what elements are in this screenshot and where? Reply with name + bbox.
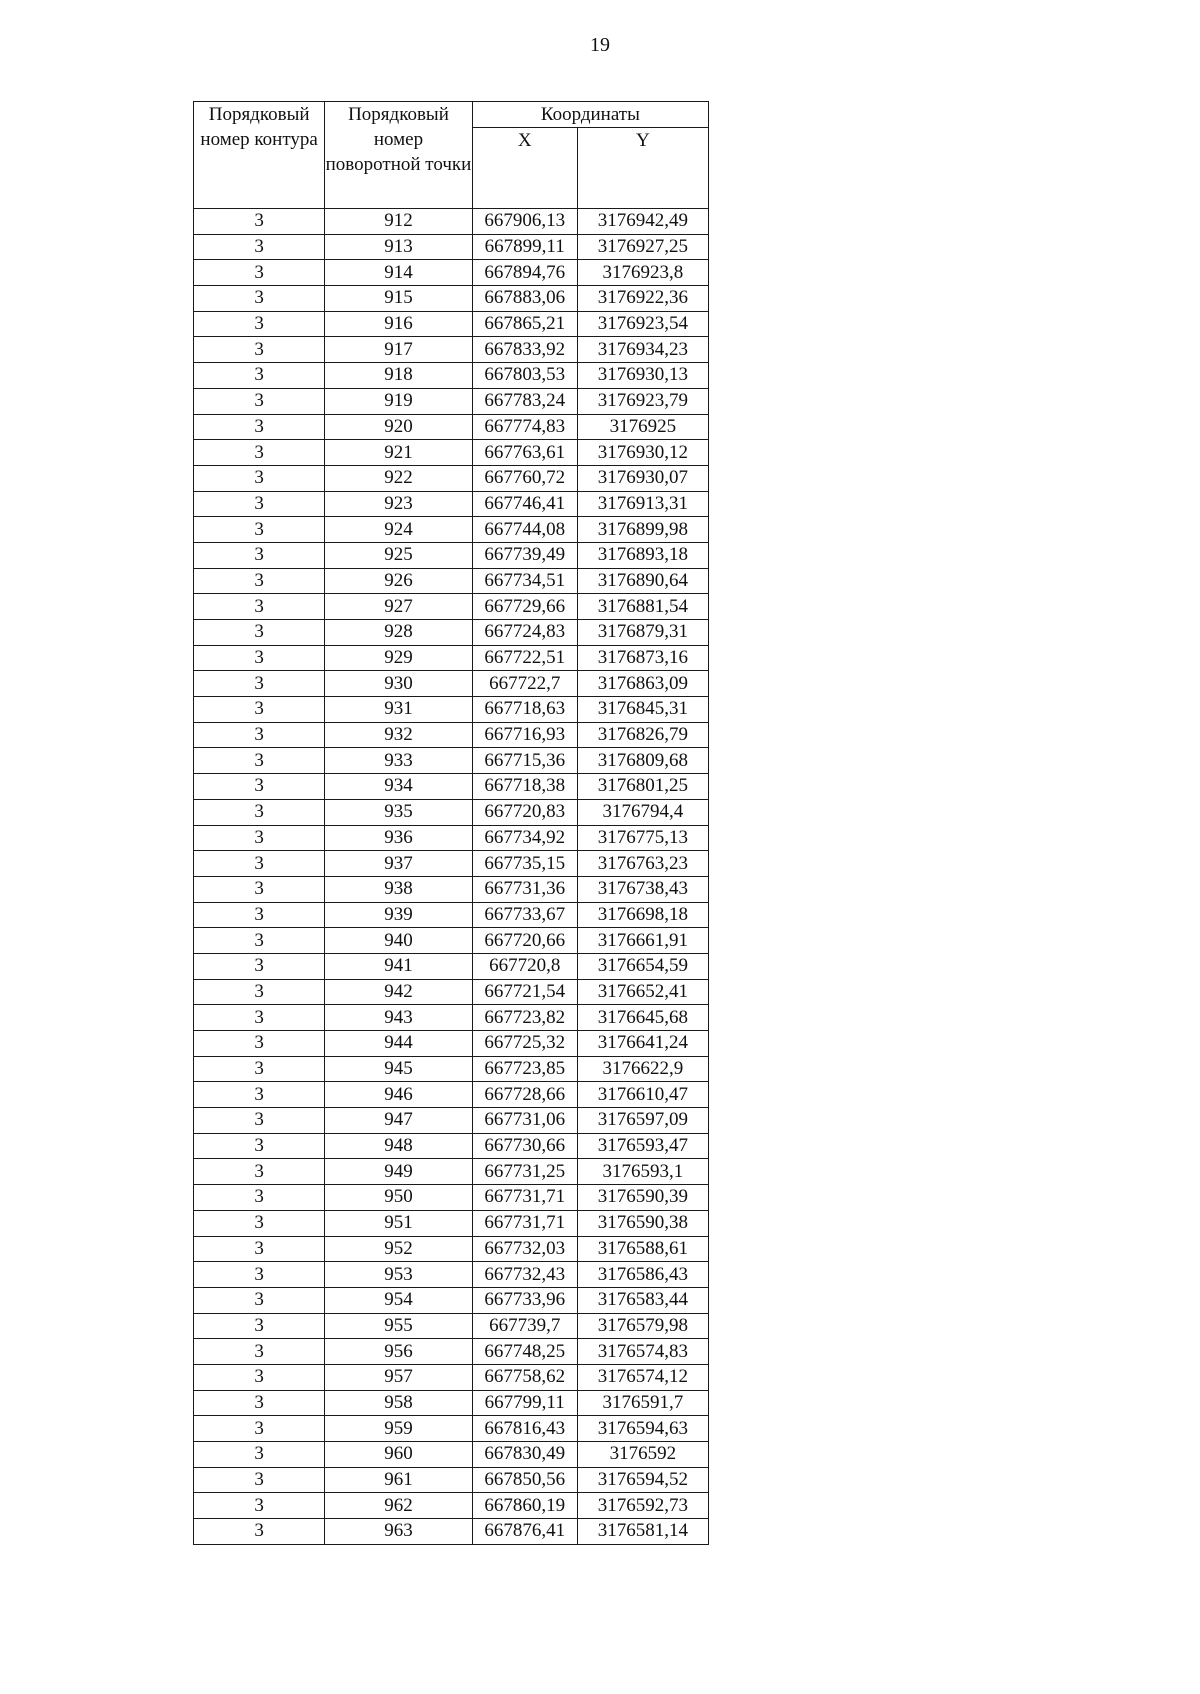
table-row [194, 1082, 709, 1108]
contour-number-cell: 3 [194, 517, 325, 543]
point-number-cell: 933 [325, 748, 472, 774]
page-number: 19 [590, 34, 610, 56]
x-coordinate-cell: 667718,38 [472, 774, 577, 800]
y-coordinate-cell: 3176923,79 [577, 388, 708, 414]
table-row [194, 337, 709, 363]
coordinates-table [193, 101, 709, 1545]
table-row [194, 902, 709, 928]
y-coordinate-cell: 3176738,43 [577, 876, 708, 902]
point-number-cell: 955 [325, 1313, 472, 1339]
contour-number-cell: 3 [194, 1185, 325, 1211]
contour-number-cell: 3 [194, 851, 325, 877]
x-coordinate-cell: 667716,93 [472, 722, 577, 748]
contour-number-cell: 3 [194, 722, 325, 748]
y-coordinate-cell: 3176590,38 [577, 1210, 708, 1236]
contour-number-cell: 3 [194, 1364, 325, 1390]
contour-number-cell: 3 [194, 234, 325, 260]
point-number-cell: 914 [325, 260, 472, 286]
point-number-cell: 954 [325, 1287, 472, 1313]
point-number-cell: 941 [325, 953, 472, 979]
contour-number-cell: 3 [194, 1390, 325, 1416]
point-number-cell: 927 [325, 594, 472, 620]
contour-number-cell: 3 [194, 491, 325, 517]
point-number-cell: 959 [325, 1416, 472, 1442]
table-row [194, 1287, 709, 1313]
x-coordinate-cell: 667734,51 [472, 568, 577, 594]
x-coordinate-cell: 667715,36 [472, 748, 577, 774]
contour-number-cell: 3 [194, 1467, 325, 1493]
contour-number-cell: 3 [194, 1031, 325, 1057]
table-row [194, 1031, 709, 1057]
x-coordinate-cell: 667850,56 [472, 1467, 577, 1493]
point-number-cell: 920 [325, 414, 472, 440]
y-coordinate-cell: 3176763,23 [577, 851, 708, 877]
y-coordinate-cell: 3176930,12 [577, 440, 708, 466]
table-row [194, 1467, 709, 1493]
contour-number-cell: 3 [194, 1287, 325, 1313]
y-coordinate-cell: 3176590,39 [577, 1185, 708, 1211]
y-coordinate-cell: 3176592 [577, 1442, 708, 1468]
point-number-cell: 963 [325, 1519, 472, 1545]
table-row [194, 671, 709, 697]
point-number-cell: 931 [325, 697, 472, 723]
table-row [194, 1056, 709, 1082]
contour-number-cell: 3 [194, 568, 325, 594]
table-row [194, 928, 709, 954]
point-number-cell: 916 [325, 311, 472, 337]
point-number-cell: 948 [325, 1133, 472, 1159]
x-coordinate-cell: 667830,49 [472, 1442, 577, 1468]
y-coordinate-cell: 3176610,47 [577, 1082, 708, 1108]
y-coordinate-cell: 3176826,79 [577, 722, 708, 748]
table-row [194, 1133, 709, 1159]
table-row [194, 851, 709, 877]
point-number-cell: 951 [325, 1210, 472, 1236]
table-row [194, 209, 709, 235]
contour-number-cell: 3 [194, 1133, 325, 1159]
table-row [194, 953, 709, 979]
contour-number-cell: 3 [194, 1442, 325, 1468]
contour-number-cell: 3 [194, 414, 325, 440]
y-coordinate-cell: 3176593,47 [577, 1133, 708, 1159]
contour-number-cell: 3 [194, 1159, 325, 1185]
x-coordinate-cell: 667739,7 [472, 1313, 577, 1339]
table-row [194, 1416, 709, 1442]
y-coordinate-cell: 3176899,98 [577, 517, 708, 543]
point-number-cell: 923 [325, 491, 472, 517]
point-number-cell: 958 [325, 1390, 472, 1416]
x-coordinate-cell: 667860,19 [472, 1493, 577, 1519]
x-coordinate-cell: 667732,03 [472, 1236, 577, 1262]
point-number-cell: 947 [325, 1108, 472, 1134]
y-coordinate-cell: 3176913,31 [577, 491, 708, 517]
point-number-cell: 930 [325, 671, 472, 697]
y-coordinate-cell: 3176922,36 [577, 286, 708, 312]
x-coordinate-cell: 667748,25 [472, 1339, 577, 1365]
contour-number-cell: 3 [194, 876, 325, 902]
y-coordinate-cell: 3176863,09 [577, 671, 708, 697]
y-coordinate-cell: 3176652,41 [577, 979, 708, 1005]
x-coordinate-cell: 667731,25 [472, 1159, 577, 1185]
y-coordinate-cell: 3176893,18 [577, 542, 708, 568]
table-row [194, 1519, 709, 1545]
x-coordinate-cell: 667720,66 [472, 928, 577, 954]
contour-number-cell: 3 [194, 1082, 325, 1108]
table-row [194, 465, 709, 491]
y-coordinate-cell: 3176794,4 [577, 799, 708, 825]
y-coordinate-cell: 3176574,12 [577, 1364, 708, 1390]
y-coordinate-cell: 3176927,25 [577, 234, 708, 260]
x-coordinate-cell: 667816,43 [472, 1416, 577, 1442]
table-row [194, 1210, 709, 1236]
table-row [194, 645, 709, 671]
table-row [194, 1005, 709, 1031]
y-coordinate-cell: 3176594,63 [577, 1416, 708, 1442]
x-coordinate-cell: 667739,49 [472, 542, 577, 568]
y-coordinate-cell: 3176698,18 [577, 902, 708, 928]
contour-number-cell: 3 [194, 671, 325, 697]
table-row [194, 979, 709, 1005]
point-number-cell: 961 [325, 1467, 472, 1493]
table-row [194, 1493, 709, 1519]
contour-number-cell: 3 [194, 388, 325, 414]
contour-number-cell: 3 [194, 697, 325, 723]
x-coordinate-cell: 667722,7 [472, 671, 577, 697]
x-coordinate-cell: 667731,71 [472, 1185, 577, 1211]
header-coordinates: Координаты [472, 102, 708, 128]
table-body [194, 209, 709, 1545]
point-number-cell: 956 [325, 1339, 472, 1365]
y-coordinate-cell: 3176925 [577, 414, 708, 440]
x-coordinate-cell: 667732,43 [472, 1262, 577, 1288]
contour-number-cell: 3 [194, 1519, 325, 1545]
y-coordinate-cell: 3176591,7 [577, 1390, 708, 1416]
table-row [194, 388, 709, 414]
x-coordinate-cell: 667876,41 [472, 1519, 577, 1545]
x-coordinate-cell: 667720,8 [472, 953, 577, 979]
table-row [194, 1339, 709, 1365]
y-coordinate-cell: 3176574,83 [577, 1339, 708, 1365]
x-coordinate-cell: 667894,76 [472, 260, 577, 286]
table-row [194, 491, 709, 517]
table-row [194, 722, 709, 748]
table-row [194, 774, 709, 800]
table-row [194, 697, 709, 723]
point-number-cell: 938 [325, 876, 472, 902]
y-coordinate-cell: 3176645,68 [577, 1005, 708, 1031]
contour-number-cell: 3 [194, 1339, 325, 1365]
y-coordinate-cell: 3176654,59 [577, 953, 708, 979]
table-row [194, 1159, 709, 1185]
table-row [194, 440, 709, 466]
table-row [194, 234, 709, 260]
table-row [194, 1108, 709, 1134]
point-number-cell: 944 [325, 1031, 472, 1057]
contour-number-cell: 3 [194, 825, 325, 851]
x-coordinate-cell: 667865,21 [472, 311, 577, 337]
x-coordinate-cell: 667733,67 [472, 902, 577, 928]
point-number-cell: 960 [325, 1442, 472, 1468]
x-coordinate-cell: 667731,36 [472, 876, 577, 902]
x-coordinate-cell: 667723,85 [472, 1056, 577, 1082]
contour-number-cell: 3 [194, 1108, 325, 1134]
y-coordinate-cell: 3176597,09 [577, 1108, 708, 1134]
contour-number-cell: 3 [194, 286, 325, 312]
header-point-number: Порядковый номер поворотной точки [325, 102, 472, 209]
contour-number-cell: 3 [194, 748, 325, 774]
point-number-cell: 939 [325, 902, 472, 928]
table-row [194, 594, 709, 620]
contour-number-cell: 3 [194, 1493, 325, 1519]
contour-number-cell: 3 [194, 542, 325, 568]
table-row [194, 876, 709, 902]
y-coordinate-cell: 3176586,43 [577, 1262, 708, 1288]
contour-number-cell: 3 [194, 1210, 325, 1236]
table-row [194, 311, 709, 337]
x-coordinate-cell: 667758,62 [472, 1364, 577, 1390]
contour-number-cell: 3 [194, 1056, 325, 1082]
x-coordinate-cell: 667760,72 [472, 465, 577, 491]
point-number-cell: 926 [325, 568, 472, 594]
y-coordinate-cell: 3176890,64 [577, 568, 708, 594]
contour-number-cell: 3 [194, 953, 325, 979]
x-coordinate-cell: 667763,61 [472, 440, 577, 466]
y-coordinate-cell: 3176934,23 [577, 337, 708, 363]
point-number-cell: 952 [325, 1236, 472, 1262]
x-coordinate-cell: 667734,92 [472, 825, 577, 851]
y-coordinate-cell: 3176775,13 [577, 825, 708, 851]
y-coordinate-cell: 3176845,31 [577, 697, 708, 723]
point-number-cell: 937 [325, 851, 472, 877]
y-coordinate-cell: 3176801,25 [577, 774, 708, 800]
contour-number-cell: 3 [194, 979, 325, 1005]
y-coordinate-cell: 3176930,07 [577, 465, 708, 491]
x-coordinate-cell: 667728,66 [472, 1082, 577, 1108]
x-coordinate-cell: 667883,06 [472, 286, 577, 312]
contour-number-cell: 3 [194, 363, 325, 389]
contour-number-cell: 3 [194, 620, 325, 646]
table-row [194, 363, 709, 389]
contour-number-cell: 3 [194, 260, 325, 286]
y-coordinate-cell: 3176930,13 [577, 363, 708, 389]
point-number-cell: 922 [325, 465, 472, 491]
point-number-cell: 940 [325, 928, 472, 954]
x-coordinate-cell: 667733,96 [472, 1287, 577, 1313]
table-row [194, 1364, 709, 1390]
table-row [194, 1185, 709, 1211]
table-row [194, 1313, 709, 1339]
point-number-cell: 936 [325, 825, 472, 851]
x-coordinate-cell: 667833,92 [472, 337, 577, 363]
point-number-cell: 912 [325, 209, 472, 235]
point-number-cell: 932 [325, 722, 472, 748]
contour-number-cell: 3 [194, 928, 325, 954]
x-coordinate-cell: 667906,13 [472, 209, 577, 235]
point-number-cell: 921 [325, 440, 472, 466]
contour-number-cell: 3 [194, 1262, 325, 1288]
table-row [194, 825, 709, 851]
contour-number-cell: 3 [194, 1313, 325, 1339]
point-number-cell: 918 [325, 363, 472, 389]
x-coordinate-cell: 667774,83 [472, 414, 577, 440]
point-number-cell: 957 [325, 1364, 472, 1390]
point-number-cell: 949 [325, 1159, 472, 1185]
point-number-cell: 945 [325, 1056, 472, 1082]
table-row [194, 414, 709, 440]
point-number-cell: 925 [325, 542, 472, 568]
y-coordinate-cell: 3176593,1 [577, 1159, 708, 1185]
x-coordinate-cell: 667724,83 [472, 620, 577, 646]
point-number-cell: 919 [325, 388, 472, 414]
header-x: X [472, 128, 577, 209]
table-row [194, 542, 709, 568]
x-coordinate-cell: 667799,11 [472, 1390, 577, 1416]
header-contour-number: Порядковый номер контура [194, 102, 325, 209]
y-coordinate-cell: 3176873,16 [577, 645, 708, 671]
contour-number-cell: 3 [194, 774, 325, 800]
x-coordinate-cell: 667744,08 [472, 517, 577, 543]
x-coordinate-cell: 667722,51 [472, 645, 577, 671]
contour-number-cell: 3 [194, 465, 325, 491]
contour-number-cell: 3 [194, 337, 325, 363]
y-coordinate-cell: 3176579,98 [577, 1313, 708, 1339]
table-row [194, 1262, 709, 1288]
x-coordinate-cell: 667720,83 [472, 799, 577, 825]
table-row [194, 260, 709, 286]
y-coordinate-cell: 3176581,14 [577, 1519, 708, 1545]
contour-number-cell: 3 [194, 799, 325, 825]
point-number-cell: 917 [325, 337, 472, 363]
x-coordinate-cell: 667730,66 [472, 1133, 577, 1159]
x-coordinate-cell: 667729,66 [472, 594, 577, 620]
x-coordinate-cell: 667735,15 [472, 851, 577, 877]
table-row [194, 1390, 709, 1416]
point-number-cell: 950 [325, 1185, 472, 1211]
point-number-cell: 953 [325, 1262, 472, 1288]
contour-number-cell: 3 [194, 440, 325, 466]
x-coordinate-cell: 667721,54 [472, 979, 577, 1005]
point-number-cell: 934 [325, 774, 472, 800]
y-coordinate-cell: 3176923,54 [577, 311, 708, 337]
contour-number-cell: 3 [194, 1236, 325, 1262]
table-row [194, 286, 709, 312]
x-coordinate-cell: 667899,11 [472, 234, 577, 260]
y-coordinate-cell: 3176923,8 [577, 260, 708, 286]
table-row [194, 1236, 709, 1262]
contour-number-cell: 3 [194, 1005, 325, 1031]
y-coordinate-cell: 3176594,52 [577, 1467, 708, 1493]
x-coordinate-cell: 667718,63 [472, 697, 577, 723]
x-coordinate-cell: 667783,24 [472, 388, 577, 414]
contour-number-cell: 3 [194, 209, 325, 235]
contour-number-cell: 3 [194, 594, 325, 620]
y-coordinate-cell: 3176879,31 [577, 620, 708, 646]
contour-number-cell: 3 [194, 311, 325, 337]
y-coordinate-cell: 3176661,91 [577, 928, 708, 954]
y-coordinate-cell: 3176622,9 [577, 1056, 708, 1082]
table-row [194, 568, 709, 594]
point-number-cell: 943 [325, 1005, 472, 1031]
y-coordinate-cell: 3176881,54 [577, 594, 708, 620]
y-coordinate-cell: 3176583,44 [577, 1287, 708, 1313]
table-row [194, 748, 709, 774]
table-row [194, 1442, 709, 1468]
point-number-cell: 935 [325, 799, 472, 825]
x-coordinate-cell: 667746,41 [472, 491, 577, 517]
y-coordinate-cell: 3176809,68 [577, 748, 708, 774]
header-y: Y [577, 128, 708, 209]
point-number-cell: 962 [325, 1493, 472, 1519]
y-coordinate-cell: 3176641,24 [577, 1031, 708, 1057]
contour-number-cell: 3 [194, 902, 325, 928]
x-coordinate-cell: 667725,32 [472, 1031, 577, 1057]
contour-number-cell: 3 [194, 1416, 325, 1442]
point-number-cell: 924 [325, 517, 472, 543]
point-number-cell: 942 [325, 979, 472, 1005]
x-coordinate-cell: 667731,06 [472, 1108, 577, 1134]
x-coordinate-cell: 667731,71 [472, 1210, 577, 1236]
y-coordinate-cell: 3176588,61 [577, 1236, 708, 1262]
y-coordinate-cell: 3176592,73 [577, 1493, 708, 1519]
contour-number-cell: 3 [194, 645, 325, 671]
point-number-cell: 913 [325, 234, 472, 260]
point-number-cell: 929 [325, 645, 472, 671]
table-row [194, 799, 709, 825]
y-coordinate-cell: 3176942,49 [577, 209, 708, 235]
point-number-cell: 946 [325, 1082, 472, 1108]
point-number-cell: 915 [325, 286, 472, 312]
table-row [194, 517, 709, 543]
table-row [194, 620, 709, 646]
x-coordinate-cell: 667723,82 [472, 1005, 577, 1031]
point-number-cell: 928 [325, 620, 472, 646]
x-coordinate-cell: 667803,53 [472, 363, 577, 389]
